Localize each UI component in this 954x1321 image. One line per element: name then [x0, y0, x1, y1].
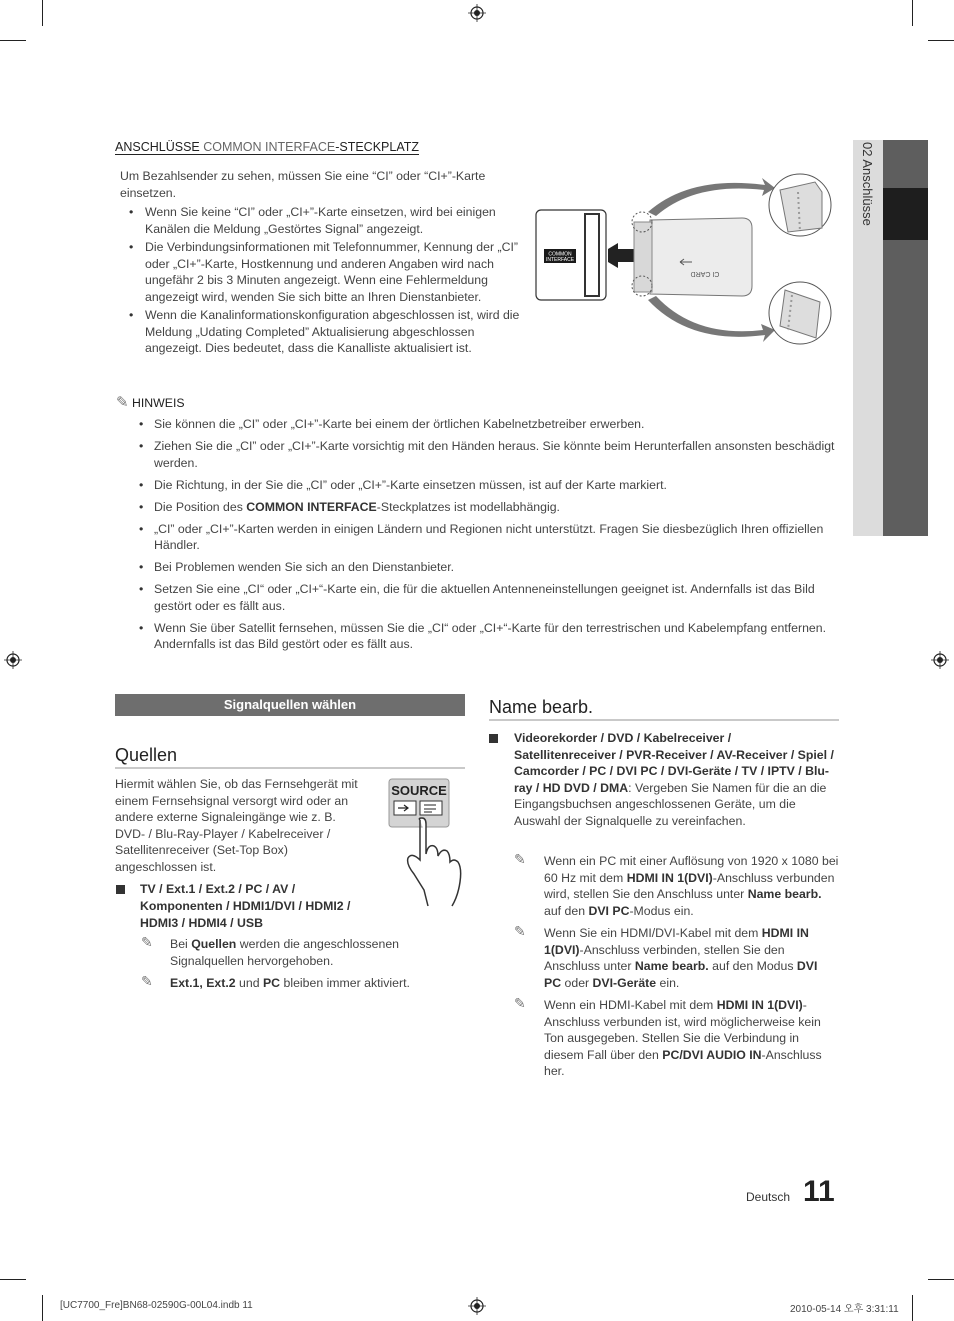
registration-mark-icon	[468, 4, 486, 22]
pencil-icon: ✎	[116, 394, 129, 411]
divider	[489, 719, 839, 721]
page-number: 11	[803, 1175, 835, 1208]
pencil-icon: ✎	[141, 973, 153, 989]
pencil-icon: ✎	[514, 923, 526, 939]
list-item: • Die Verbindungsinformationen mit Telefonnummer, Kennung der „CI” oder „CI+”-Karte, Hostkennung und anderen Angaben wird nach ungefähr 2 bis 3 Minuten angezeigt. Wenn eine Fehlermeldung angezeigt wird, wenden Sie sich bitte an Ihren Dienstanbieter.	[120, 239, 520, 305]
crop-mark	[912, 1295, 913, 1321]
name-bearb-note-2: Wenn Sie ein HDMI/DVI-Kabel mit dem HDMI IN 1(DVI)-Anschluss verbinden, stellen Sie den Anschluss unter Name bearb. auf den Modus DVI PC oder DVI-Geräte ein.	[544, 926, 818, 990]
list-item: • Bei Problemen wenden Sie sich an den Dienstanbieter.	[139, 559, 839, 576]
registration-mark-icon	[468, 1297, 486, 1315]
crop-mark	[912, 0, 913, 26]
section-bar-title: Signalquellen wählen	[115, 694, 465, 716]
svg-text:INTERFACE: INTERFACE	[545, 257, 575, 263]
list-bullet-square	[116, 885, 125, 894]
crop-mark	[42, 0, 43, 26]
name-bearb-item: Videorekorder / DVD / Kabelreceiver / Satellitenreceiver / PVR-Receiver / AV-Receiver / Spiel / Camcorder / PC / DVI PC / DVI-Geräte / TV / IPTV / Blu-ray / HD DVD / DMA: Vergeben Sie Namen für die an die Eingangsbuchsen angeschlossenen Geräte, um die Auswahl der Signalquelle zu vereinfachen.	[514, 731, 834, 828]
list-item: • Sie können die „CI” oder „CI+”-Karte bei einem der örtlichen Kabelnetzbetreiber erwerben.	[139, 416, 839, 433]
quellen-source-list: TV / Ext.1 / Ext.2 / PC / AV / Komponenten / HDMI1/DVI / HDMI2 / HDMI3 / HDMI4 / USB	[140, 882, 351, 930]
chapter-label: 02 Anschlüsse	[860, 142, 875, 226]
crop-mark	[0, 40, 26, 41]
print-file-info: [UC7700_Fre]BN68-02590G-00L04.indb 11	[60, 1300, 253, 1311]
chapter-tab-marker	[883, 188, 928, 240]
crop-mark	[0, 1279, 26, 1280]
registration-mark-icon	[4, 651, 22, 669]
pencil-icon: ✎	[514, 851, 526, 867]
name-bearb-note-1: Wenn ein PC mit einer Auflösung von 1920 x 1080 bei 60 Hz mit dem HDMI IN 1(DVI)-Anschluss verbunden wird, stellen Sie den Anschluss unter Name bearb. auf den DVI PC-Modus ein.	[544, 854, 839, 918]
pencil-icon: ✎	[141, 934, 153, 950]
list-item: • Wenn die Kanalinformationskonfiguration abgeschlossen ist, wird die Meldung „Udating Completed” Aktualisierung abgeschlossen angezeigt. Dies bedeutet, dass die Kanalliste aktualisiert ist.	[120, 307, 520, 357]
divider	[115, 767, 465, 769]
list-item: • Ziehen Sie die „CI” oder „CI+”-Karte vorsichtig mit den Händen heraus. Sie könnte beim Herunterfallen ansonsten beschädigt werden.	[139, 438, 839, 471]
hinweis-heading: ✎ HINWEIS	[116, 394, 185, 411]
registration-mark-icon	[931, 651, 949, 669]
source-button-hand-icon	[388, 778, 468, 908]
quellen-note-1: Bei Quellen werden die angeschlossenen Signalquellen hervorgehoben.	[170, 937, 400, 968]
list-item: • Wenn Sie über Satellit fernsehen, müssen Sie die „CI“ oder „CI+“-Karte für den terrestrischen und Kabelempfang entfernen. Andernfalls ist das Bild gestört oder es fällt aus.	[139, 620, 839, 653]
crop-mark	[928, 40, 954, 41]
crop-mark	[42, 1295, 43, 1321]
ci-intro: Um Bezahlsender zu sehen, müssen Sie eine “CI” oder “CI+”-Karte einsetzen.	[120, 169, 486, 200]
pencil-icon: ✎	[514, 995, 526, 1011]
svg-text:CI CARD: CI CARD	[690, 270, 720, 277]
svg-text:SOURCE: SOURCE	[391, 783, 447, 798]
quellen-title: Quellen	[115, 745, 178, 765]
section-heading: ANSCHLÜSSE COMMON INTERFACE-STECKPLATZ	[115, 140, 419, 154]
print-timestamp: 2010-05-14 오후 3:31:11	[790, 1304, 899, 1315]
name-bearb-note-3: Wenn ein HDMI-Kabel mit dem HDMI IN 1(DVI)-Anschluss verbunden ist, wird möglicherweise kein Ton ausgegeben. Stellen Sie die Verbindung in diesem Fall über den PC/DVI AUDIO IN-Anschluss her.	[544, 998, 822, 1078]
ci-bullet-list	[120, 204, 520, 357]
list-item: • Die Position des COMMON INTERFACE-Steckplatzes ist modellabhängig.	[139, 499, 839, 516]
page-language: Deutsch	[746, 1190, 791, 1204]
crop-mark	[928, 1279, 954, 1280]
svg-text:COMMON: COMMON	[548, 251, 572, 258]
ci-card-insertion-diagram	[530, 170, 840, 355]
list-item: • Die Richtung, in der Sie die „CI” oder „CI+”-Karte einsetzen müssen, ist auf der Karte markiert.	[139, 477, 839, 494]
list-item: • „CI” oder „CI+”-Karten werden in einigen Ländern und Regionen nicht unterstützt. Fragen Sie diesbezüglich Ihren offiziellen Händler.	[139, 521, 839, 554]
list-bullet-square	[489, 734, 498, 743]
name-bearb-title: Name bearb.	[489, 697, 594, 717]
quellen-intro: Hiermit wählen Sie, ob das Fernsehgerät mit einem Fernsehsignal versorgt wird oder an andere externe Signaleingänge wie z. B. DVD- / Blu-Ray-Player / Kabelreceiver / Satellitenreceiver (Set-Top Box) angeschlossen ist.	[115, 777, 358, 874]
quellen-note-2: Ext.1, Ext.2 und PC bleiben immer aktiviert.	[170, 976, 410, 990]
list-item: • Setzen Sie eine „CI“ oder „CI+“-Karte ein, die für die aktuellen Antenneneinstellungen geeignet ist. Andernfalls ist das Bild gestört oder es fällt aus.	[139, 581, 839, 614]
list-item: • Wenn Sie keine “CI” oder „CI+”-Karte einsetzen, wird bei einigen Kanälen die Meldung „Gestörtes Signal” angezeigt.	[120, 204, 520, 237]
hinweis-list	[139, 416, 839, 658]
